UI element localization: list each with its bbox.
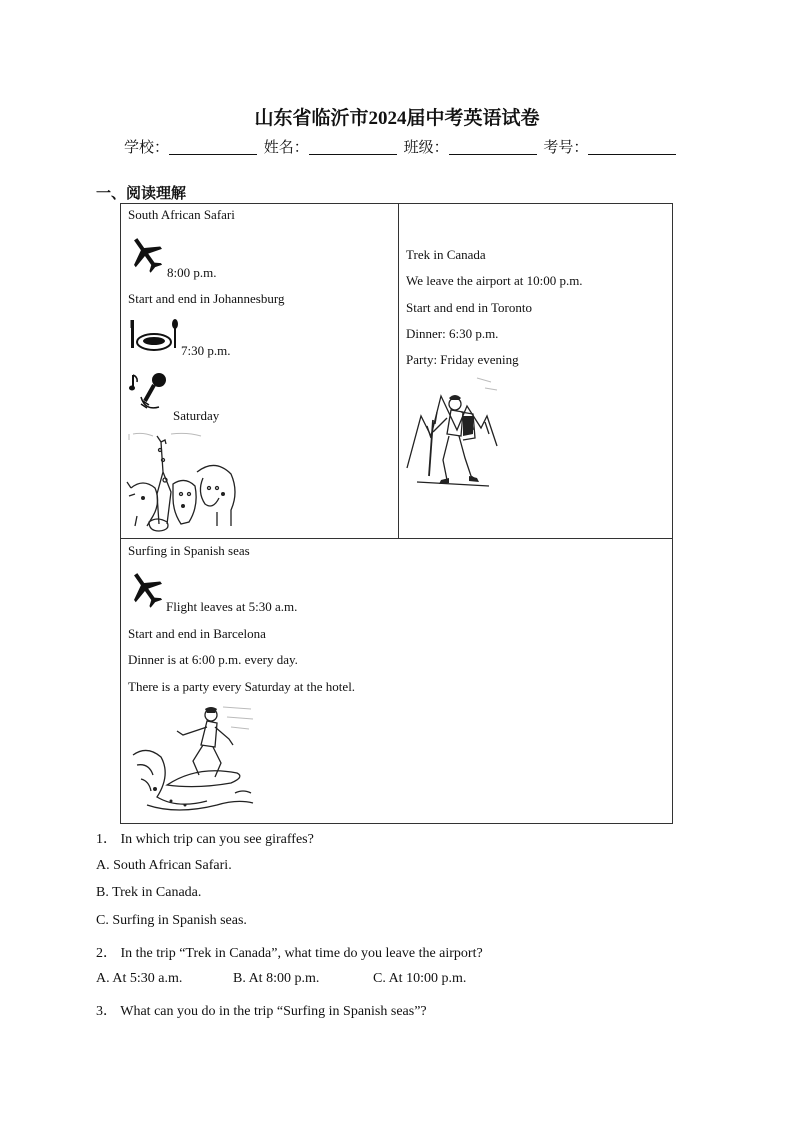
school-blank[interactable]: [169, 140, 257, 155]
africa-place: Start and end in Johannesburg: [128, 291, 285, 306]
question-2-option-c[interactable]: C. At 10:00 p.m.: [373, 971, 467, 986]
spain-party: There is a party every Saturday at the hotel.: [128, 679, 356, 694]
number-label: 考号：: [543, 138, 589, 156]
spain-flight-time: Flight leaves at 5:30 a.m.: [166, 599, 298, 614]
party-microphone-icon: [129, 371, 173, 415]
spain-place: Start and end in Barcelona: [128, 626, 266, 641]
question-1-option-c[interactable]: C. Surfing in Spanish seas.: [96, 913, 247, 928]
spain-ad-cell: [121, 539, 672, 823]
student-info-line: [124, 136, 678, 157]
surfer-image: [127, 705, 257, 817]
africa-party-day: Saturday: [173, 408, 220, 423]
plane-icon: [129, 569, 163, 609]
question-2-stem: 2． In the trip “Trek in Canada”, what time do you leave the airport?: [96, 946, 483, 961]
hiker-image: [407, 376, 499, 488]
africa-dinner-time: 7:30 p.m.: [181, 343, 231, 358]
africa-ad-cell: [121, 204, 399, 539]
spain-dinner: Dinner is at 6:00 p.m. every day.: [128, 652, 298, 667]
question-1-option-a[interactable]: A. South African Safari.: [96, 858, 232, 873]
canada-flight-time: We leave the airport at 10:00 p.m.: [406, 273, 583, 288]
safari-animals-image: [127, 432, 237, 532]
trip-ads-table: [120, 203, 673, 824]
class-label: 班级：: [403, 138, 449, 156]
section-heading: 一、阅读理解: [96, 184, 187, 202]
canada-title: Trek in Canada: [406, 247, 486, 262]
africa-title: South African Safari: [128, 207, 235, 222]
plane-icon: [129, 234, 163, 274]
canada-ad-cell: [399, 204, 672, 539]
africa-flight-time: 8:00 p.m.: [167, 265, 217, 280]
canada-place: Start and end in Toronto: [406, 300, 532, 315]
spain-title: Surfing in Spanish seas: [128, 543, 250, 558]
question-3-stem: 3． What can you do in the trip “Surfing in Spanish seas”?: [96, 1004, 427, 1019]
canada-dinner: Dinner: 6:30 p.m.: [406, 326, 499, 341]
question-2-option-b[interactable]: B. At 8:00 p.m.: [233, 971, 320, 986]
question-2-option-a[interactable]: A. At 5:30 a.m.: [96, 971, 183, 986]
name-blank[interactable]: [309, 140, 397, 155]
question-1-stem: 1． In which trip can you see giraffes?: [96, 832, 314, 847]
number-blank[interactable]: [588, 140, 676, 155]
name-label: 姓名：: [263, 138, 309, 156]
class-blank[interactable]: [449, 140, 537, 155]
question-1-option-b[interactable]: B. Trek in Canada.: [96, 885, 202, 900]
school-label: 学校：: [124, 138, 170, 156]
exam-title: 山东省临沂市2024届中考英语试卷: [254, 108, 540, 129]
dinner-plate-icon: [129, 318, 179, 352]
canada-party: Party: Friday evening: [406, 352, 519, 367]
